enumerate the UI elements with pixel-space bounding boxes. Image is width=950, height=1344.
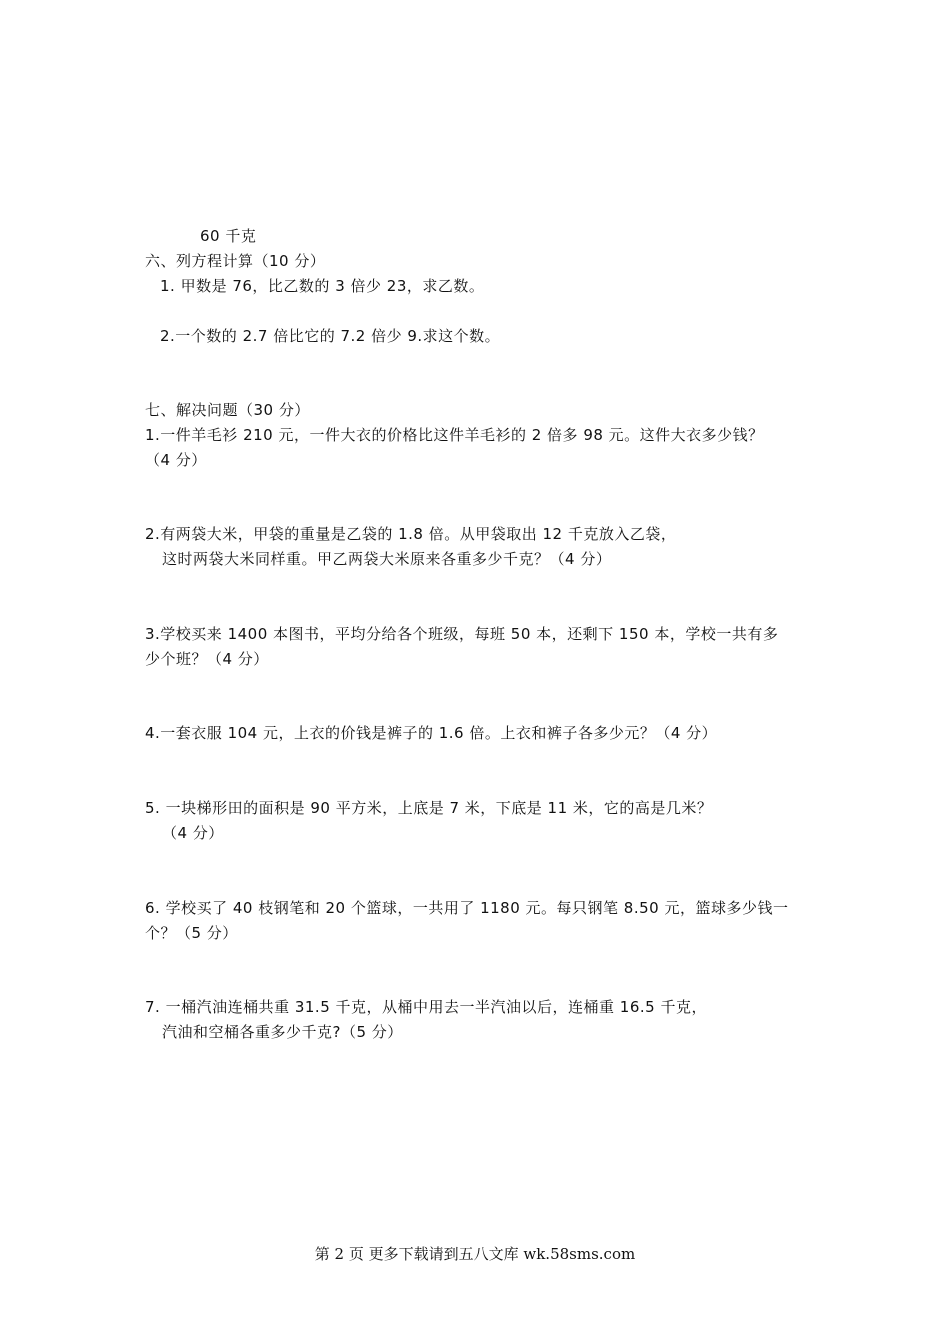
section-7-question-7: 7. 一桶汽油连桶共重 31.5 千克，从桶中用去一半汽油以后，连桶重 16.5 千克， — [145, 998, 707, 1016]
section-7-question-5: 5. 一块梯形田的面积是 90 平方米，上底是 7 米，下底是 11 米，它的高是几米？ — [145, 799, 713, 817]
section-7-question-3: 3.学校买来 1400 本图书，平均分给各个班级，每班 50 本，还剩下 150 本，学校一共有多 — [145, 625, 779, 643]
section-7-question-5-points: （4 分） — [162, 824, 224, 842]
page-footer: 第 2 页 更多下载请到五八文库 wk.58sms.com — [314, 1245, 636, 1263]
section-6-question-2: 2.一个数的 2.7 倍比它的 7.2 倍少 9.求这个数。 — [160, 327, 501, 345]
section-7-question-2-continued: 这时两袋大米同样重。甲乙两袋大米原来各重多少千克？（4 分） — [162, 550, 612, 568]
section-7-question-4: 4.一套衣服 104 元，上衣的价钱是裤子的 1.6 倍。上衣和裤子各多少元？（4 分） — [145, 724, 718, 742]
section-7-question-1-points: （4 分） — [145, 451, 207, 469]
section-7-question-3-continued: 少个班？（4 分） — [145, 650, 269, 668]
section-7-question-6-continued: 个？（5 分） — [145, 924, 238, 942]
section-7-question-7-continued: 汽油和空桶各重多少千克?（5 分） — [162, 1023, 403, 1041]
section-6-question-1: 1. 甲数是 76，比乙数的 3 倍少 23，求乙数。 — [160, 277, 485, 295]
section-7-question-6: 6. 学校买了 40 枝钢笔和 20 个篮球，一共用了 1180 元。每只钢笔 8.50 元，篮球多少钱一 — [145, 899, 789, 917]
section-7-question-1: 1.一件羊毛衫 210 元，一件大衣的价格比这件羊毛衫的 2 倍多 98 元。这件大衣多少钱？ — [145, 426, 764, 444]
section-6-heading: 六、列方程计算（10 分） — [145, 252, 326, 270]
continuation-text: 60 千克 — [200, 227, 257, 245]
section-7-heading: 七、解决问题（30 分） — [145, 401, 310, 419]
section-7-question-2: 2.有两袋大米，甲袋的重量是乙袋的 1.8 倍。从甲袋取出 12 千克放入乙袋， — [145, 525, 677, 543]
